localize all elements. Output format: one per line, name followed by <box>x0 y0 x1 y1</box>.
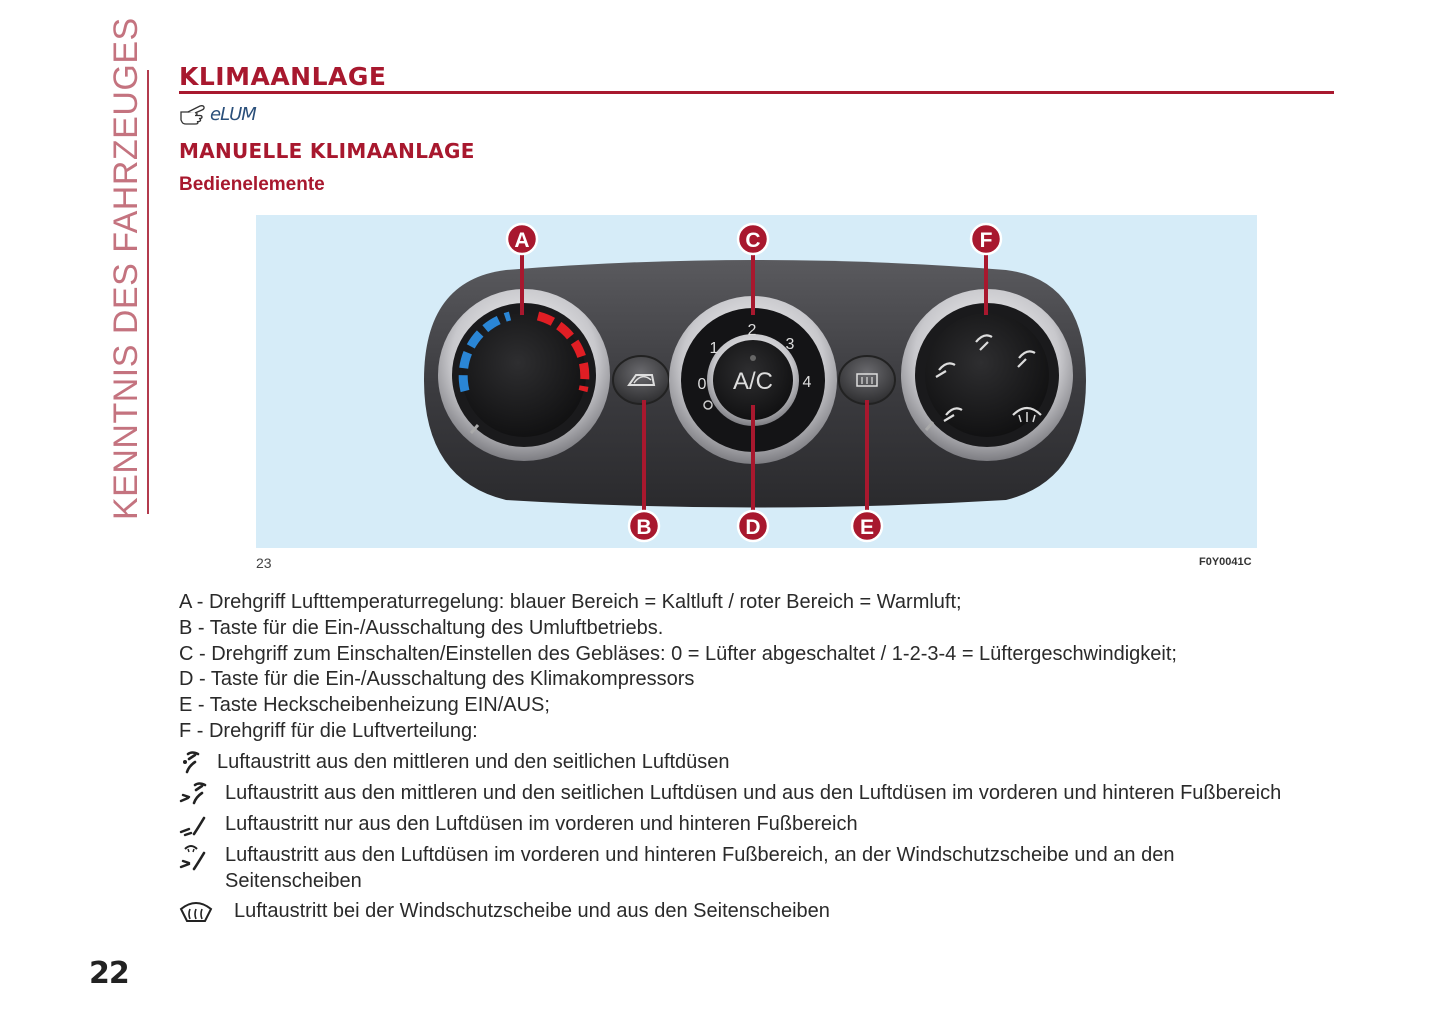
ac-label: A/C <box>732 368 774 395</box>
vent-feet-windshield-icon <box>179 843 225 878</box>
windshield-defrost-icon <box>179 899 234 930</box>
distribution-mode-text: Luftaustritt aus den Luftdüsen im vorderen und hinteren Fußbereich, an der Windschutzscheibe und an den <box>225 844 1175 866</box>
distribution-mode-text: Luftaustritt aus den mittleren und den seitlichen Luftdüsen und aus den Luftdüsen im vorderen und hinteren Fußbereich <box>225 782 1282 804</box>
callout-b <box>629 511 659 541</box>
section-side-title: KENNTNIS DES FAHRZEUGES <box>107 17 145 520</box>
fan-speed-2: 2 <box>747 322 757 339</box>
title-divider <box>179 91 1334 94</box>
callout-a <box>507 224 537 254</box>
fan-speed-3: 3 <box>785 336 795 353</box>
legend-list <box>179 590 1319 745</box>
distribution-mode-face-feet <box>179 781 1329 812</box>
legend-item-f: F - Drehgriff für die Luftverteilung: <box>179 719 478 742</box>
svg-text:A: A <box>514 229 530 252</box>
distribution-mode-face <box>179 750 1329 781</box>
callout-e <box>852 511 882 541</box>
vent-feet-icon <box>179 812 225 843</box>
fan-speed-1: 1 <box>709 340 719 357</box>
version-badge-label: eLUM <box>210 103 256 125</box>
svg-text:C: C <box>745 229 761 252</box>
legend-item-e: E - Taste Heckscheibenheizung EIN/AUS; <box>179 694 550 717</box>
distribution-mode-text-continued: Seitenscheiben <box>225 869 362 892</box>
distribution-mode-text: Luftaustritt bei der Windschutzscheibe und aus den Seitenscheiben <box>234 900 830 922</box>
page-number: 22 <box>89 956 129 991</box>
figure-number: 23 <box>256 555 272 571</box>
distribution-mode-defrost <box>179 899 1329 930</box>
page-title: KLIMAANLAGE <box>179 62 387 91</box>
vent-face-feet-icon <box>179 781 225 812</box>
svg-text:E: E <box>859 516 875 539</box>
fan-speed-4: 4 <box>802 374 812 391</box>
vent-face-icon <box>179 750 217 781</box>
rear-defrost-button <box>839 356 895 404</box>
distribution-mode-feet-windshield <box>179 843 1329 894</box>
callout-c <box>738 224 768 254</box>
side-divider <box>147 70 149 514</box>
legend-item-a: A - Drehgriff Lufttemperaturregelung: blauer Bereich = Kaltluft / roter Bereich = Warmluft; <box>179 591 962 613</box>
version-badge <box>180 101 256 127</box>
figure-code: F0Y0041C <box>1199 556 1252 568</box>
svg-text:B: B <box>636 516 652 539</box>
section-subheading: Bedienelemente <box>179 174 325 195</box>
recirculation-button <box>613 356 669 404</box>
legend-item-b: B - Taste für die Ein-/Ausschaltung des Umluftbetriebs. <box>179 616 664 639</box>
legend-item-d: D - Taste für die Ein-/Ausschaltung des Klimakompressors <box>179 668 695 691</box>
fan-speed-0: 0 <box>697 376 707 393</box>
pointing-hand-icon <box>180 103 208 125</box>
legend-item-c: C - Drehgriff zum Einschalten/Einstellen des Gebläses: 0 = Lüfter abgeschaltet / 1-2-3-4 = Lüftergeschwindigkeit; <box>179 642 1177 665</box>
distribution-mode-feet <box>179 812 1329 843</box>
callout-f <box>971 224 1001 254</box>
distribution-mode-text: Luftaustritt nur aus den Luftdüsen im vorderen und hinteren Fußbereich <box>225 813 858 835</box>
callout-d <box>738 511 768 541</box>
svg-text:D: D <box>745 516 761 539</box>
climate-panel-illustration <box>256 215 1257 548</box>
climate-control-figure <box>256 215 1257 548</box>
distribution-mode-text: Luftaustritt aus den mittleren und den seitlichen Luftdüsen <box>217 751 730 773</box>
svg-text:F: F <box>979 229 993 252</box>
section-subtitle: MANUELLE KLIMAANLAGE <box>179 139 475 163</box>
